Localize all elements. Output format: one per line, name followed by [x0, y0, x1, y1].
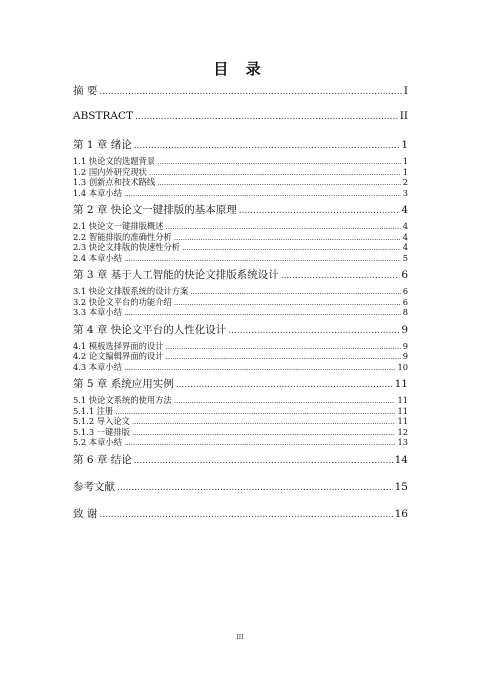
toc-section-entry[interactable]	[73, 296, 408, 307]
toc-chapter-entry[interactable]	[73, 267, 408, 281]
toc-section-entry[interactable]	[73, 426, 408, 437]
toc-section-entry[interactable]	[73, 187, 408, 198]
toc-entry-label: 2.1 快论文一键排版概述	[73, 221, 164, 231]
toc-dot-leader	[99, 87, 402, 97]
toc-page-number: 13	[397, 437, 408, 447]
toc-dot-leader	[134, 141, 400, 151]
toc-page-number: 9	[401, 323, 408, 336]
toc-chapter-entry[interactable]	[73, 83, 408, 97]
toc-entry-label: 4.3 本章小结	[73, 361, 123, 372]
toc-dot-leader	[176, 380, 393, 390]
toc-page-number: 4	[401, 204, 408, 216]
toc-section-entry[interactable]	[73, 166, 408, 177]
toc-page-number: 10	[397, 361, 408, 372]
toc-entry-label: 2.4 本章小结	[73, 252, 123, 263]
toc-dot-leader	[132, 429, 396, 437]
toc-page-number: 14	[394, 453, 408, 466]
toc-dot-leader	[157, 179, 401, 187]
toc-entry-label: 5.1.2 导入论文	[73, 416, 130, 426]
toc-section-entry[interactable]	[73, 285, 408, 296]
toc-page-number: 11	[397, 405, 408, 416]
toc-entry-label: 摘 要	[73, 85, 98, 97]
toc-dot-leader	[124, 309, 401, 317]
toc-entry-label: 2.3 快论文排版的快速性分析	[73, 242, 181, 252]
toc-page-number: 4	[402, 242, 408, 252]
toc-entry-label: 3.2 快论文平台的功能介绍	[73, 296, 172, 307]
page-number: III	[236, 634, 244, 641]
toc-entry-label: 1.2 国内外研究现状	[73, 166, 147, 177]
toc-dot-leader	[132, 418, 396, 426]
toc-entry-label: 第 4 章 快论文平台的人性化设计	[73, 323, 227, 336]
toc-entry-label: 第 5 章 系统应用实例	[73, 378, 174, 390]
toc-dot-leader	[124, 364, 395, 372]
toc-dot-leader	[174, 397, 396, 405]
toc-dot-leader	[117, 483, 393, 493]
toc-entry-label: 5.1.3 一键排版	[73, 426, 130, 437]
toc-dot-leader	[228, 326, 399, 336]
toc-chapter-entry[interactable]	[73, 110, 408, 124]
toc-dot-leader	[134, 456, 393, 466]
toc-entry-label: 1.3 创新点和技术路线	[73, 177, 156, 187]
toc-page-number: 1	[402, 156, 408, 166]
toc-section-entry[interactable]	[73, 361, 408, 372]
toc-entry-label: 第 3 章 基于人工智能的快论文排版系统设计	[73, 269, 279, 281]
toc-section-entry[interactable]	[73, 220, 408, 231]
toc-entry-label: 参考文献	[73, 480, 115, 493]
toc-page-number: 9	[402, 340, 408, 351]
toc-dot-leader	[135, 112, 398, 122]
toc-section-entry[interactable]	[73, 176, 408, 187]
toc-chapter-entry[interactable]	[73, 506, 408, 520]
toc-page-number: I	[403, 85, 408, 97]
toc-page-number: 1	[401, 139, 408, 151]
toc-section-entry[interactable]	[73, 155, 408, 166]
toc-section-entry[interactable]	[73, 350, 408, 361]
toc-page-number: 4	[402, 231, 408, 242]
toc-page-number: 11	[394, 378, 408, 390]
toc-dot-leader	[157, 158, 401, 166]
toc-page-number: II	[399, 110, 408, 122]
toc-dot-leader	[174, 234, 401, 242]
toc-dot-leader	[124, 439, 395, 447]
toc-section-entry[interactable]	[73, 340, 408, 351]
toc-page-number: 8	[402, 307, 408, 317]
toc-dot-leader	[166, 353, 401, 361]
page-title: 目 录	[213, 60, 267, 78]
toc-chapter-entry[interactable]	[73, 202, 408, 216]
toc-section-entry[interactable]	[73, 306, 408, 317]
toc-chapter-entry[interactable]	[73, 452, 408, 466]
toc-dot-leader	[174, 299, 401, 307]
toc-page-number: 6	[401, 269, 408, 281]
table-of-contents	[73, 83, 408, 520]
toc-entry-label: 第 6 章 结论	[73, 453, 132, 466]
toc-page-number: 11	[397, 395, 408, 405]
toc-dot-leader	[124, 255, 401, 263]
toc-page-number: 3	[402, 187, 408, 198]
toc-page-number: 16	[394, 507, 408, 520]
toc-page-number: 6	[402, 286, 408, 296]
toc-page-number: 1	[402, 166, 408, 177]
toc-dot-leader	[190, 288, 400, 296]
toc-dot-leader	[182, 244, 401, 252]
toc-page-number: 9	[402, 351, 408, 361]
toc-entry-label: 1.1 快论文的选题背景	[73, 156, 156, 166]
toc-chapter-entry[interactable]	[73, 137, 408, 151]
toc-entry-label: 第 1 章 绪论	[73, 139, 132, 151]
toc-page-number: 11	[397, 416, 408, 426]
toc-entry-label: 3.1 快论文排版系统的设计方案	[73, 286, 189, 296]
toc-dot-leader	[166, 343, 401, 351]
toc-section-entry[interactable]	[73, 231, 408, 242]
toc-page-number: 5	[402, 252, 408, 263]
toc-entry-label: 3.3 本章小结	[73, 307, 123, 317]
toc-page-number: 2	[402, 177, 408, 187]
toc-chapter-entry[interactable]	[73, 479, 408, 493]
toc-section-entry[interactable]	[73, 405, 408, 416]
toc-chapter-entry[interactable]	[73, 376, 408, 390]
toc-dot-leader	[149, 169, 401, 177]
toc-dot-leader	[124, 190, 401, 198]
toc-page-number: 12	[397, 426, 408, 437]
toc-section-entry[interactable]	[73, 241, 408, 252]
toc-section-entry[interactable]	[73, 394, 408, 405]
toc-entry-label: 5.1.1 注册	[73, 405, 114, 416]
toc-dot-leader	[99, 510, 392, 520]
toc-page-number: 4	[402, 221, 408, 231]
toc-dot-leader	[115, 408, 395, 416]
toc-entry-label: 2.2 智能排版的准确性分析	[73, 231, 172, 242]
toc-section-entry[interactable]	[73, 415, 408, 426]
toc-entry-label: 5.1 快论文系统的使用方法	[73, 395, 172, 405]
toc-dot-leader	[281, 271, 400, 281]
toc-entry-label: 致 谢	[73, 507, 98, 520]
toc-chapter-entry[interactable]	[73, 322, 408, 336]
toc-entry-label: 4.2 论文编辑界面的设计	[73, 351, 164, 361]
toc-entry-label: ABSTRACT	[73, 110, 134, 122]
toc-entry-label: 第 2 章 快论文一键排版的基本原理	[73, 204, 237, 216]
toc-entry-label: 5.2 本章小结	[73, 437, 123, 447]
toc-page-number: 15	[394, 480, 408, 493]
toc-section-entry[interactable]	[73, 436, 408, 447]
toc-dot-leader	[166, 223, 401, 231]
toc-entry-label: 4.1 模板选择界面的设计	[73, 340, 164, 351]
toc-entry-label: 1.4 本章小结	[73, 187, 123, 198]
toc-dot-leader	[239, 206, 400, 216]
toc-section-entry[interactable]	[73, 252, 408, 263]
toc-page-number: 6	[402, 296, 408, 307]
